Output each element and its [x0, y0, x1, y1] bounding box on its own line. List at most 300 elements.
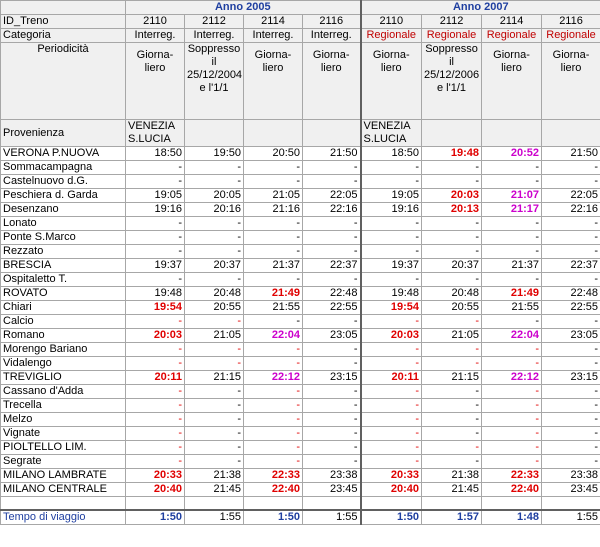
- time-cell: 22:16: [542, 203, 600, 217]
- time-cell: -: [185, 357, 244, 371]
- train-prov-cell: VENEZIA S.LUCIA: [361, 120, 422, 147]
- time-cell: 21:05: [244, 189, 303, 203]
- time-cell: 22:37: [542, 259, 600, 273]
- time-cell: -: [185, 441, 244, 455]
- time-cell: -: [542, 455, 600, 469]
- time-cell: 22:33: [482, 469, 542, 483]
- time-cell: -: [482, 175, 542, 189]
- time-cell: 21:50: [303, 147, 361, 161]
- time-cell: -: [185, 427, 244, 441]
- time-cell: -: [482, 161, 542, 175]
- time-cell: -: [185, 217, 244, 231]
- station-name: Sommacampagna: [1, 161, 126, 175]
- time-cell: -: [126, 455, 185, 469]
- time-cell: 19:48: [361, 287, 422, 301]
- time-cell: -: [542, 315, 600, 329]
- time-cell: -: [361, 217, 422, 231]
- time-cell: -: [542, 245, 600, 259]
- time-cell: -: [185, 455, 244, 469]
- travel-time-cell: 1:55: [185, 510, 244, 525]
- time-cell: -: [422, 455, 482, 469]
- time-cell: -: [542, 385, 600, 399]
- time-cell: 21:05: [422, 329, 482, 343]
- time-cell: -: [361, 455, 422, 469]
- header-row-prov: [1, 120, 600, 147]
- travel-time-cell: 1:50: [244, 510, 303, 525]
- time-cell: -: [185, 399, 244, 413]
- time-cell: -: [542, 357, 600, 371]
- corner-cell: [1, 1, 126, 15]
- train-per-cell: Giorna-liero: [542, 43, 600, 120]
- station-row: [1, 231, 600, 245]
- time-cell: -: [126, 399, 185, 413]
- time-cell: -: [244, 217, 303, 231]
- time-cell: -: [244, 231, 303, 245]
- time-cell: -: [482, 357, 542, 371]
- time-cell: 20:13: [422, 203, 482, 217]
- train-cat-cell: Regionale: [542, 29, 600, 43]
- spacer-cell: [244, 497, 303, 511]
- time-cell: -: [185, 315, 244, 329]
- time-cell: -: [361, 161, 422, 175]
- train-id-cell: 2116: [303, 15, 361, 29]
- station-row: [1, 343, 600, 357]
- time-cell: -: [482, 427, 542, 441]
- time-cell: 20:40: [361, 483, 422, 497]
- time-cell: -: [303, 343, 361, 357]
- time-cell: -: [126, 441, 185, 455]
- time-cell: 19:16: [126, 203, 185, 217]
- time-cell: -: [542, 273, 600, 287]
- station-row: [1, 273, 600, 287]
- time-cell: 22:04: [244, 329, 303, 343]
- time-cell: -: [185, 385, 244, 399]
- time-cell: -: [482, 245, 542, 259]
- time-cell: 19:16: [361, 203, 422, 217]
- year-header-row: [1, 1, 600, 15]
- station-row: [1, 483, 600, 497]
- station-row: [1, 357, 600, 371]
- station-name: TREVIGLIO: [1, 371, 126, 385]
- time-cell: 21:45: [185, 483, 244, 497]
- time-cell: -: [244, 161, 303, 175]
- time-cell: -: [422, 357, 482, 371]
- time-cell: -: [126, 343, 185, 357]
- spacer-cell: [1, 497, 126, 511]
- train-id-cell: 2110: [126, 15, 185, 29]
- header-label-per: Periodicità: [1, 43, 126, 120]
- time-cell: 22:16: [303, 203, 361, 217]
- station-row: [1, 203, 600, 217]
- time-cell: -: [244, 175, 303, 189]
- time-cell: 22:33: [244, 469, 303, 483]
- train-per-cell: Giorna-liero: [244, 43, 303, 120]
- time-cell: -: [244, 315, 303, 329]
- time-cell: 22:04: [482, 329, 542, 343]
- time-cell: -: [482, 315, 542, 329]
- time-cell: 22:48: [542, 287, 600, 301]
- time-cell: 20:33: [361, 469, 422, 483]
- time-cell: 22:05: [303, 189, 361, 203]
- time-cell: -: [244, 441, 303, 455]
- train-prov-cell: [303, 120, 361, 147]
- time-cell: 19:54: [126, 301, 185, 315]
- time-cell: -: [422, 385, 482, 399]
- travel-time-cell: 1:55: [303, 510, 361, 525]
- time-cell: 21:37: [244, 259, 303, 273]
- time-cell: 21:45: [422, 483, 482, 497]
- time-cell: 20:55: [185, 301, 244, 315]
- time-cell: -: [361, 413, 422, 427]
- time-cell: -: [482, 217, 542, 231]
- station-row: [1, 217, 600, 231]
- time-cell: 18:50: [126, 147, 185, 161]
- spacer-cell: [126, 497, 185, 511]
- station-name: Ponte S.Marco: [1, 231, 126, 245]
- time-cell: 18:50: [361, 147, 422, 161]
- time-cell: -: [244, 343, 303, 357]
- time-cell: -: [185, 175, 244, 189]
- time-cell: -: [422, 441, 482, 455]
- time-cell: -: [422, 343, 482, 357]
- time-cell: 23:45: [542, 483, 600, 497]
- train-per-cell: Soppresso il 25/12/2006 e l'1/1: [422, 43, 482, 120]
- time-cell: 21:07: [482, 189, 542, 203]
- time-cell: -: [126, 315, 185, 329]
- time-cell: -: [542, 175, 600, 189]
- time-cell: -: [482, 399, 542, 413]
- time-cell: -: [422, 231, 482, 245]
- station-row: [1, 161, 600, 175]
- time-cell: -: [422, 315, 482, 329]
- train-per-cell: Giorna-liero: [126, 43, 185, 120]
- time-cell: -: [361, 343, 422, 357]
- time-cell: 19:05: [361, 189, 422, 203]
- time-cell: -: [361, 441, 422, 455]
- time-cell: 23:05: [542, 329, 600, 343]
- station-row: [1, 469, 600, 483]
- time-cell: -: [185, 413, 244, 427]
- spacer-cell: [361, 497, 422, 511]
- time-cell: 22:37: [303, 259, 361, 273]
- train-cat-cell: Interreg.: [185, 29, 244, 43]
- time-cell: -: [482, 343, 542, 357]
- train-cat-cell: Regionale: [482, 29, 542, 43]
- time-cell: 23:45: [303, 483, 361, 497]
- time-cell: -: [185, 273, 244, 287]
- station-row: [1, 259, 600, 273]
- train-cat-cell: Interreg.: [126, 29, 185, 43]
- header-row-cat: [1, 29, 600, 43]
- time-cell: -: [303, 245, 361, 259]
- train-prov-cell: [482, 120, 542, 147]
- time-cell: -: [244, 455, 303, 469]
- time-cell: -: [361, 399, 422, 413]
- time-cell: -: [244, 413, 303, 427]
- time-cell: 21:49: [482, 287, 542, 301]
- train-prov-cell: VENEZIA S.LUCIA: [126, 120, 185, 147]
- time-cell: -: [303, 273, 361, 287]
- time-cell: 21:38: [422, 469, 482, 483]
- year-2007-header: Anno 2007: [361, 1, 600, 15]
- time-cell: -: [542, 231, 600, 245]
- station-name: MILANO CENTRALE: [1, 483, 126, 497]
- time-cell: 20:37: [422, 259, 482, 273]
- travel-time-cell: 1:50: [126, 510, 185, 525]
- time-cell: -: [303, 455, 361, 469]
- station-row: [1, 329, 600, 343]
- time-cell: 22:55: [542, 301, 600, 315]
- time-cell: 20:52: [482, 147, 542, 161]
- time-cell: 22:40: [244, 483, 303, 497]
- train-id-cell: 2112: [185, 15, 244, 29]
- time-cell: 19:37: [126, 259, 185, 273]
- time-cell: -: [126, 161, 185, 175]
- header-label-cat: Categoria: [1, 29, 126, 43]
- time-cell: -: [482, 441, 542, 455]
- time-cell: 20:37: [185, 259, 244, 273]
- time-cell: -: [126, 245, 185, 259]
- station-name: Desenzano: [1, 203, 126, 217]
- station-row: [1, 441, 600, 455]
- time-cell: -: [244, 357, 303, 371]
- time-cell: -: [303, 413, 361, 427]
- time-cell: -: [422, 161, 482, 175]
- station-row: [1, 175, 600, 189]
- time-cell: -: [482, 385, 542, 399]
- time-cell: 20:33: [126, 469, 185, 483]
- time-cell: -: [244, 399, 303, 413]
- time-cell: -: [542, 399, 600, 413]
- time-cell: -: [126, 231, 185, 245]
- time-cell: 20:55: [422, 301, 482, 315]
- time-cell: -: [303, 231, 361, 245]
- time-cell: 19:50: [185, 147, 244, 161]
- station-name: Romano: [1, 329, 126, 343]
- train-per-cell: Soppresso il 25/12/2004 e l'1/1: [185, 43, 244, 120]
- station-row: [1, 245, 600, 259]
- train-prov-cell: [422, 120, 482, 147]
- time-cell: 20:50: [244, 147, 303, 161]
- time-cell: 21:15: [422, 371, 482, 385]
- station-row: [1, 399, 600, 413]
- station-row: [1, 413, 600, 427]
- time-cell: -: [244, 427, 303, 441]
- station-name: Peschiera d. Garda: [1, 189, 126, 203]
- time-cell: -: [482, 413, 542, 427]
- train-id-cell: 2114: [482, 15, 542, 29]
- station-row: [1, 455, 600, 469]
- time-cell: -: [303, 217, 361, 231]
- time-cell: -: [126, 385, 185, 399]
- train-prov-cell: [244, 120, 303, 147]
- time-cell: 20:05: [185, 189, 244, 203]
- time-cell: -: [482, 273, 542, 287]
- time-cell: 20:03: [422, 189, 482, 203]
- station-name: Cassano d'Adda: [1, 385, 126, 399]
- spacer-cell: [185, 497, 244, 511]
- time-cell: -: [126, 273, 185, 287]
- time-cell: -: [422, 245, 482, 259]
- time-cell: -: [422, 217, 482, 231]
- spacer-row: [1, 497, 600, 511]
- station-name: Vidalengo: [1, 357, 126, 371]
- train-id-cell: 2116: [542, 15, 600, 29]
- time-cell: -: [303, 399, 361, 413]
- time-cell: 19:48: [422, 147, 482, 161]
- time-cell: -: [361, 245, 422, 259]
- time-cell: -: [303, 175, 361, 189]
- train-id-cell: 2112: [422, 15, 482, 29]
- time-cell: -: [303, 161, 361, 175]
- time-cell: 20:11: [361, 371, 422, 385]
- time-cell: -: [185, 245, 244, 259]
- time-cell: -: [185, 343, 244, 357]
- time-cell: -: [303, 427, 361, 441]
- time-cell: 22:12: [482, 371, 542, 385]
- train-per-cell: Giorna-liero: [303, 43, 361, 120]
- spacer-cell: [303, 497, 361, 511]
- station-name: Trecella: [1, 399, 126, 413]
- station-row: [1, 315, 600, 329]
- time-cell: -: [126, 413, 185, 427]
- station-name: Castelnuovo d.G.: [1, 175, 126, 189]
- time-cell: -: [185, 161, 244, 175]
- station-name: PIOLTELLO LIM.: [1, 441, 126, 455]
- time-cell: 22:40: [482, 483, 542, 497]
- train-id-cell: 2114: [244, 15, 303, 29]
- time-cell: 22:48: [303, 287, 361, 301]
- travel-time-cell: 1:48: [482, 510, 542, 525]
- time-cell: -: [361, 231, 422, 245]
- train-prov-cell: [542, 120, 600, 147]
- time-cell: 21:50: [542, 147, 600, 161]
- station-name: ROVATO: [1, 287, 126, 301]
- time-cell: 20:03: [361, 329, 422, 343]
- time-cell: 19:37: [361, 259, 422, 273]
- travel-time-cell: 1:55: [542, 510, 600, 525]
- station-name: Chiari: [1, 301, 126, 315]
- time-cell: 20:11: [126, 371, 185, 385]
- time-cell: 19:54: [361, 301, 422, 315]
- station-row: [1, 427, 600, 441]
- time-cell: 21:16: [244, 203, 303, 217]
- train-per-cell: Giorna-liero: [482, 43, 542, 120]
- time-cell: 23:38: [542, 469, 600, 483]
- station-row: [1, 301, 600, 315]
- time-cell: -: [126, 175, 185, 189]
- station-name: Calcio: [1, 315, 126, 329]
- travel-time-label: Tempo di viaggio: [1, 510, 126, 525]
- time-cell: -: [422, 413, 482, 427]
- time-cell: -: [126, 427, 185, 441]
- time-cell: 20:48: [185, 287, 244, 301]
- time-cell: -: [422, 273, 482, 287]
- time-cell: 23:05: [303, 329, 361, 343]
- time-cell: 21:05: [185, 329, 244, 343]
- time-cell: -: [482, 455, 542, 469]
- time-cell: 22:05: [542, 189, 600, 203]
- train-prov-cell: [185, 120, 244, 147]
- year-2005-header: Anno 2005: [126, 1, 361, 15]
- travel-time-cell: 1:57: [422, 510, 482, 525]
- time-cell: -: [542, 427, 600, 441]
- header-row-id: [1, 15, 600, 29]
- train-cat-cell: Interreg.: [244, 29, 303, 43]
- station-name: Ospitaletto T.: [1, 273, 126, 287]
- spacer-cell: [542, 497, 600, 511]
- time-cell: 21:38: [185, 469, 244, 483]
- time-cell: -: [185, 231, 244, 245]
- station-name: Morengo Bariano: [1, 343, 126, 357]
- station-row: [1, 385, 600, 399]
- time-cell: -: [361, 175, 422, 189]
- time-cell: -: [542, 413, 600, 427]
- time-cell: 20:40: [126, 483, 185, 497]
- time-cell: 21:15: [185, 371, 244, 385]
- time-cell: -: [244, 273, 303, 287]
- time-cell: 21:49: [244, 287, 303, 301]
- train-cat-cell: Interreg.: [303, 29, 361, 43]
- time-cell: -: [244, 385, 303, 399]
- time-cell: 19:48: [126, 287, 185, 301]
- station-name: Melzo: [1, 413, 126, 427]
- time-cell: -: [422, 427, 482, 441]
- time-cell: -: [542, 217, 600, 231]
- time-cell: 20:16: [185, 203, 244, 217]
- time-cell: -: [542, 161, 600, 175]
- header-label-prov: Provenienza: [1, 120, 126, 147]
- train-cat-cell: Regionale: [361, 29, 422, 43]
- time-cell: -: [126, 217, 185, 231]
- time-cell: -: [126, 357, 185, 371]
- station-name: BRESCIA: [1, 259, 126, 273]
- time-cell: -: [361, 315, 422, 329]
- header-row-per: [1, 43, 600, 120]
- station-name: Vignate: [1, 427, 126, 441]
- spacer-cell: [482, 497, 542, 511]
- time-cell: -: [303, 315, 361, 329]
- time-cell: 19:05: [126, 189, 185, 203]
- station-name: VERONA P.NUOVA: [1, 147, 126, 161]
- time-cell: 23:15: [303, 371, 361, 385]
- time-cell: 21:55: [482, 301, 542, 315]
- time-cell: -: [422, 399, 482, 413]
- time-cell: -: [422, 175, 482, 189]
- time-cell: -: [361, 427, 422, 441]
- train-id-cell: 2110: [361, 15, 422, 29]
- station-name: Segrate: [1, 455, 126, 469]
- station-row: [1, 147, 600, 161]
- time-cell: -: [303, 385, 361, 399]
- time-cell: 20:48: [422, 287, 482, 301]
- time-cell: -: [482, 231, 542, 245]
- travel-time-row: [1, 510, 600, 525]
- time-cell: 21:17: [482, 203, 542, 217]
- time-cell: -: [303, 357, 361, 371]
- time-cell: -: [361, 273, 422, 287]
- time-cell: 20:03: [126, 329, 185, 343]
- station-name: Rezzato: [1, 245, 126, 259]
- time-cell: 22:55: [303, 301, 361, 315]
- station-row: [1, 287, 600, 301]
- time-cell: -: [303, 441, 361, 455]
- time-cell: 21:37: [482, 259, 542, 273]
- header-label-id: ID_Treno: [1, 15, 126, 29]
- travel-time-cell: 1:50: [361, 510, 422, 525]
- station-name: MILANO LAMBRATE: [1, 469, 126, 483]
- time-cell: 21:55: [244, 301, 303, 315]
